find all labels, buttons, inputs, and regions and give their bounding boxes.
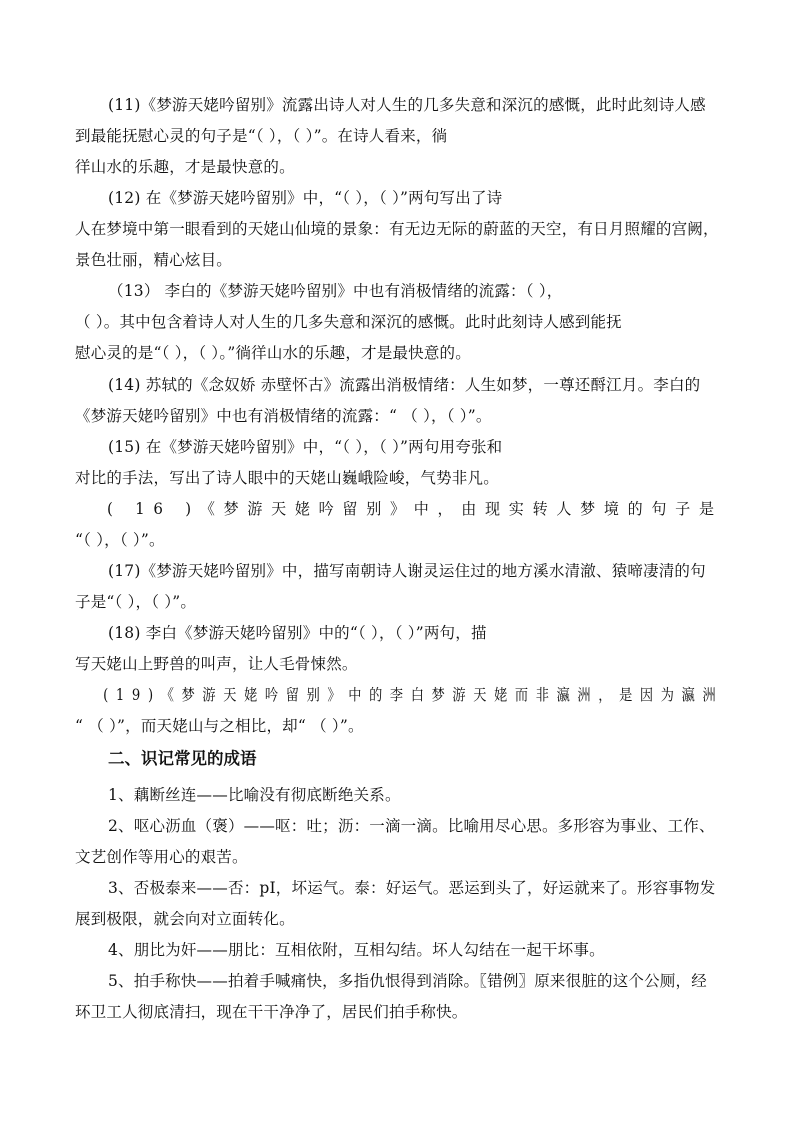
idiom-line: 3、否极泰来——否：pI，坏运气。泰：好运气。恶运到头了，好运就来了。形容事物发 — [108, 879, 716, 897]
question-13-line: （13） 李白的《梦游天姥吟留别》中也有消极情绪的流露：（ ）， — [108, 282, 563, 300]
question-17-line: 子是“（ ），（ ）”。 — [75, 592, 197, 611]
question-16-line: “（ ），（ ）”。 — [75, 530, 165, 549]
question-11-line: 徉山水的乐趣，才是最快意的。 — [75, 157, 295, 176]
idiom-line: 5、拍手称快——拍着手喊痛快，多指仇恨得到消除。〖错例〗原来很脏的这个公厕，经 — [108, 972, 707, 990]
question-13-line: 慰心灵的是“（ ），（ ）。”徜徉山水的乐趣，才是最快意的。 — [75, 343, 471, 362]
idiom-line: 环卫工人彻底清扫，现在干干净净了，居民们拍手称快。 — [75, 1002, 468, 1021]
question-13 — [75, 276, 723, 368]
question-15-line: (15) 在《梦游天姥吟留别》中，“（ ），（ ）”两句用夸张和 — [108, 438, 503, 456]
idiom-4 — [75, 935, 723, 966]
idiom-line: 1、藕断丝连——比喻没有彻底断绝关系。 — [108, 786, 401, 804]
question-18 — [75, 618, 723, 680]
idiom-line: 文艺创作等用心的艰苦。 — [75, 847, 248, 866]
question-19-line: (19)《梦游天姥吟留别》中的李白梦游天姥而非瀛洲，是因为瀛洲 — [103, 686, 724, 704]
idiom-5 — [75, 966, 723, 1028]
question-12-line: 人在梦境中第一眼看到的天姥山仙境的景象：有无边无际的蔚蓝的天空，有日月照耀的宫阙， — [75, 219, 719, 238]
idiom-line: 2、呕心沥血（褒）——呕：吐；沥：一滴一滴。比喻用尽心思。多形容为事业、工作、 — [108, 817, 715, 835]
question-16 — [75, 494, 723, 556]
question-16-line: ( 16 )《梦游天姥吟留别》中，由现实转人梦境的句子是 — [107, 500, 723, 518]
question-17 — [75, 556, 723, 618]
question-19-line: “ （ ）”，而天姥山与之相比，却“ （ ）”。 — [75, 716, 364, 735]
idiom-line: 4、朋比为奸——朋比：互相依附，互相勾结。坏人勾结在一起干坏事。 — [108, 941, 605, 959]
question-15-line: 对比的手法，写出了诗人眼中的天姥山巍峨险峻，气势非凡。 — [75, 468, 499, 487]
idiom-line: 展到极限，就会向对立面转化。 — [75, 909, 295, 928]
question-14-line: 《梦游天姥吟留别》中也有消极情绪的流露：“ （ ），（ ）”。 — [75, 406, 492, 425]
question-12 — [75, 183, 723, 275]
question-13-line: （ ）。其中包含着诗人对人生的几多失意和深沉的感慨。此时此刻诗人感到能抚 — [75, 312, 622, 331]
question-12-line: (12) 在《梦游天姥吟留别》中，“（ ），（ ）”两句写出了诗 — [108, 189, 503, 207]
idiom-2 — [75, 811, 723, 873]
question-11-line: (11)《梦游天姥吟留别》流露出诗人对人生的几多失意和深沉的感慨，此时此刻诗人感 — [108, 96, 706, 114]
question-18-line: 写天姥山上野兽的叫声，让人毛骨悚然。 — [75, 654, 358, 673]
idiom-3 — [75, 873, 723, 935]
question-18-line: (18) 李白《梦游天姥吟留别》中的“（ ），（ ）”两句，描 — [108, 624, 487, 642]
question-14-line: (14) 苏轼的《念奴娇 赤壁怀古》流露出消极情绪：人生如梦，一尊还酹江月。李白的 — [108, 376, 701, 394]
idiom-1 — [75, 780, 723, 811]
question-12-line: 景色壮丽，精心炫目。 — [75, 250, 233, 269]
question-11-line: 到最能抚慰心灵的句子是“（ ），（ ）”。在诗人看来，徜 — [75, 126, 448, 145]
question-15 — [75, 432, 723, 494]
question-19 — [75, 680, 723, 742]
question-14 — [75, 370, 723, 432]
question-17-line: (17)《梦游天姥吟留别》中，描写南朝诗人谢灵运住过的地方溪水清澈、猿啼凄清的句 — [108, 562, 706, 580]
section-heading: 二、识记常见的成语 — [108, 749, 257, 768]
question-11 — [75, 90, 723, 182]
